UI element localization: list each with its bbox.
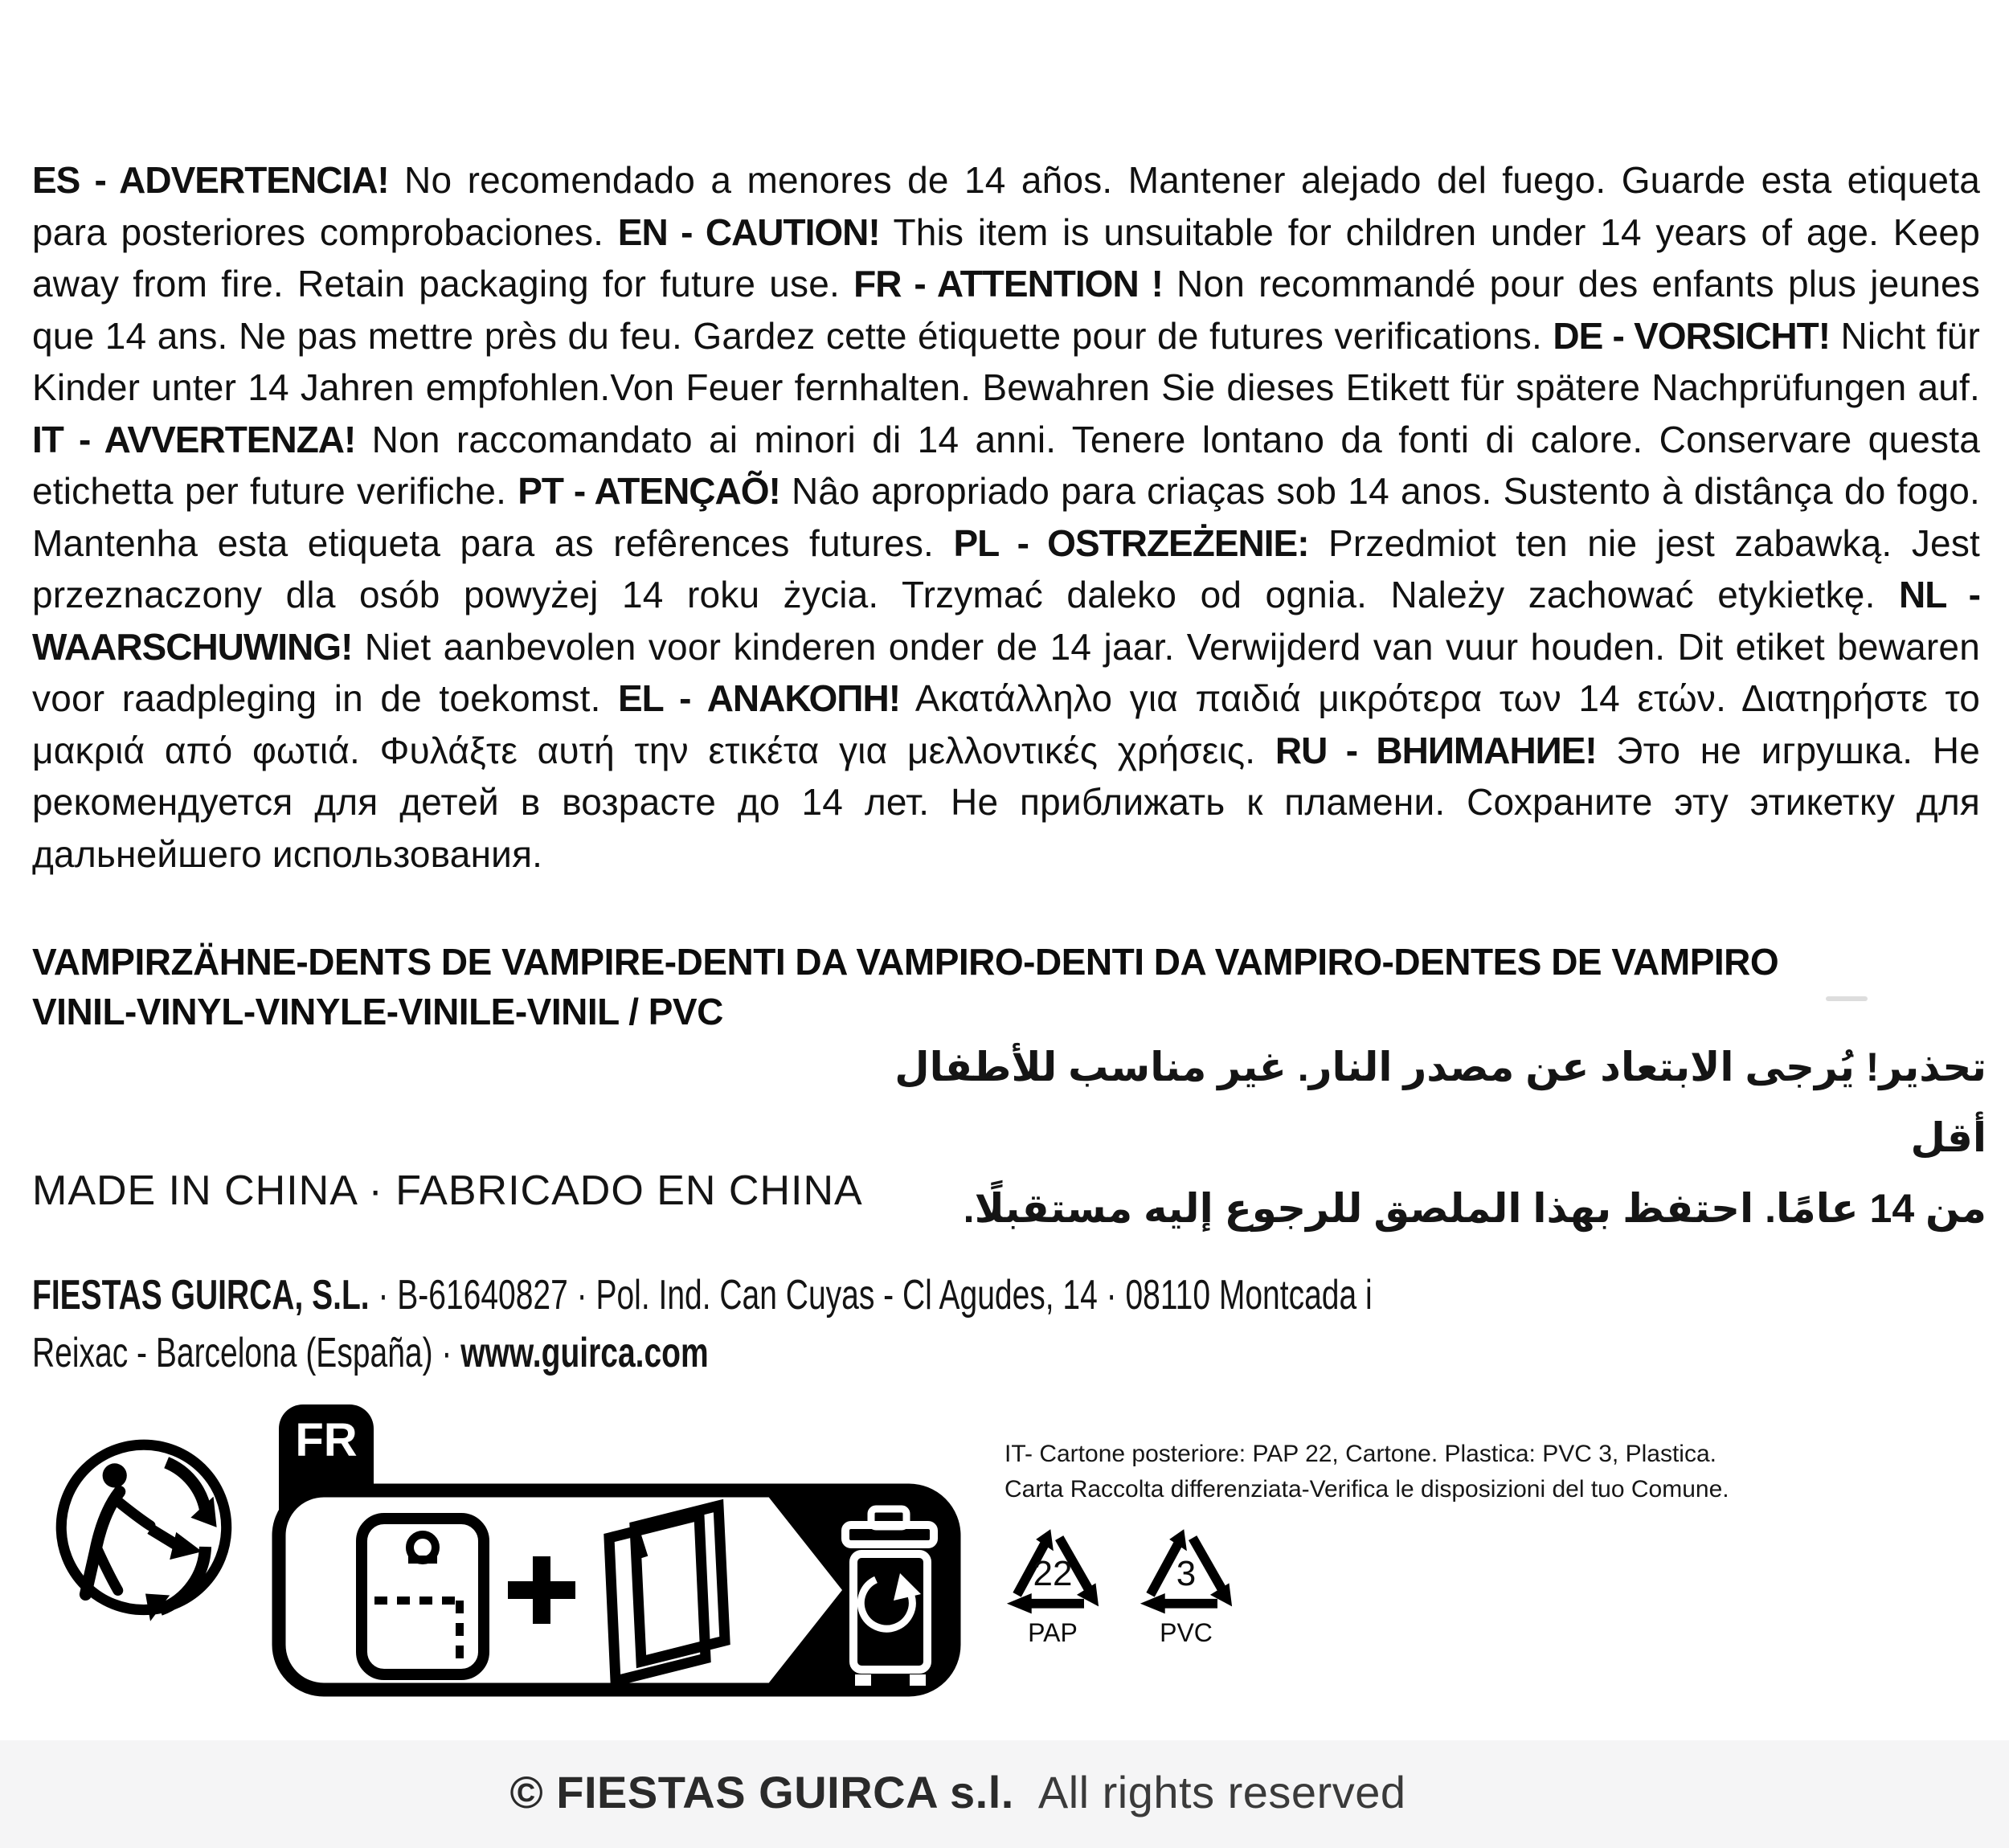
- lang-label-de: DE - VORSICHT!: [1553, 314, 1831, 357]
- multilingual-warning-paragraph: [32, 154, 1980, 880]
- fr-tab-label: FR: [295, 1414, 358, 1466]
- lang-label-es: ES - ADVERTENCIA!: [32, 159, 389, 201]
- pvc-code-label: PVC: [1160, 1618, 1213, 1647]
- footer-copyright: © FIESTAS GUIRCA s.l.: [509, 1767, 1014, 1817]
- warning-text-de: Nicht für Kinder unter 14 Jahren empfohlen.Von Feuer fernhalten. Bewahren Sie dieses Etikett für spätere Nachprüfungen auf.: [32, 314, 1981, 408]
- company-name: FIESTAS GUIRCA, S.L.: [32, 1272, 370, 1319]
- made-in-china-line: MADE IN CHINA · FABRICADO EN CHINA: [32, 1167, 863, 1214]
- company-info-line2: [32, 1324, 1479, 1382]
- product-names: [32, 937, 1980, 1036]
- warning-text-it: Non raccomandato ai minori di 14 anni. Tenere lontano da fonti di calore. Conservare questa etichetta per future verifiche.: [32, 418, 1980, 512]
- lang-label-en: EN - CAUTION!: [617, 211, 880, 253]
- pvc-code-number: 3: [1176, 1554, 1197, 1593]
- lang-label-it: IT - AVVERTENZA!: [32, 418, 356, 460]
- pvc-recycling-symbol: [1127, 1522, 1246, 1648]
- lang-label-pl: PL - OSTRZEŻENIE:: [953, 521, 1309, 564]
- it-recycling-note-line1: IT- Cartone posteriore: PAP 22, Cartone. Plastica: PVC 3, Plastica.: [1004, 1441, 1716, 1467]
- warning-text-es: No recomendado a menores de 14 años. Mantener alejado del fuego. Guarde esta etiqueta para posteriores comprobaciones.: [32, 159, 1980, 253]
- product-material-line: VINIL-VINYL-VINYLE-VINILE-VINIL / PVC: [32, 991, 723, 1032]
- warning-text-pl: Przedmiot ten nie jest zabawką. Jest przeznaczony dla osób powyżej 14 roku życia. Trzymać daleko od ognia. Należy zachować etykietkę.: [32, 521, 1980, 615]
- footer-bar: [0, 1740, 2009, 1848]
- lang-label-fr: FR - ATTENTION !: [853, 263, 1163, 305]
- pap-code-number: 22: [1033, 1554, 1073, 1593]
- lang-label-ru: RU - ВНИМАНИЕ!: [1275, 729, 1597, 771]
- warning-text-nl: Niet aanbevolen voor kinderen onder de 14 jaar. Verwijderd van vuur houden. Dit etiket bewaren voor raadpleging in de toekomst.: [32, 625, 1980, 719]
- warning-text-pt: Nâo apropriado para criaças sob 14 anos. Sustento à distânça do fogo. Mantenha esta etiqueta para as refêrences futures.: [32, 470, 1980, 564]
- warning-text-el: Ακατάλληλο για παιδιά μικρότερα των 14 ετών. Διατηρήστε το μακριά από φωτιά. Φυλάξτε αυτή την ετικέτα για μελλοντικές χρήσεις.: [32, 677, 1980, 771]
- it-recycling-note: [1004, 1437, 1729, 1507]
- fr-triman-sorting-panel: [270, 1400, 964, 1699]
- pap-recycling-symbol: [993, 1522, 1112, 1648]
- triman-recycling-icon: [47, 1429, 249, 1655]
- warning-text-fr: Non recommandé pour des enfants plus jeunes que 14 ans. Ne pas mettre près du feu. Gardez cette étiquette pour de futures verifications.: [32, 263, 1981, 357]
- company-info-line1: [32, 1266, 1479, 1324]
- warning-text-ru: Это не игрушка. Не рекомендуется для детей в возрасте до 14 лет. Не приближать к пламени. Сохраните эту этикетку для дальнейшего использования.: [32, 729, 1981, 875]
- lang-label-pt: PT - ATENÇAÕ!: [518, 470, 780, 512]
- company-website: www.guirca.com: [460, 1330, 709, 1376]
- it-recycling-note-line2: Carta Raccolta differenziata-Verifica le disposizioni del tuo Comune.: [1004, 1476, 1729, 1503]
- footer-text: [0, 1740, 1962, 1818]
- arabic-warning: [878, 1032, 1986, 1244]
- company-info: [32, 1266, 1479, 1382]
- lang-label-nl: NL - WAARSCHUWING!: [32, 574, 1980, 668]
- lang-label-el: EL - ΑΝΑΚΟΠΗ!: [618, 677, 901, 719]
- scan-artifact: [1826, 996, 1868, 1001]
- pap-code-label: PAP: [1028, 1618, 1078, 1647]
- arabic-warning-line1: تحذير! يُرجى الابتعاد عن مصدر النار. غير مناسب للأطفال أقل: [894, 1045, 1986, 1160]
- warning-text-en: This item is unsuitable for children under 14 years of age. Keep away from fire. Retain packaging for future use.: [32, 211, 1981, 305]
- arabic-warning-line2: من 14 عامًا. احتفظ بهذا الملصق للرجوع إليه مستقبلًا.: [963, 1186, 1986, 1231]
- company-address2: Reixac - Barcelona (España) ·: [32, 1330, 461, 1376]
- footer-rights: All rights reserved: [1037, 1767, 1406, 1817]
- company-address1: · B-61640827 · Pol. Ind. Can Cuyas - Cl Agudes, 14 · 08110 Montcada i: [369, 1272, 1373, 1319]
- product-names-line1: VAMPIRZÄHNE-DENTS DE VAMPIRE-DENTI DA VAMPIRO-DENTI DA VAMPIRO-DENTES DE VAMPIRO: [32, 941, 1779, 983]
